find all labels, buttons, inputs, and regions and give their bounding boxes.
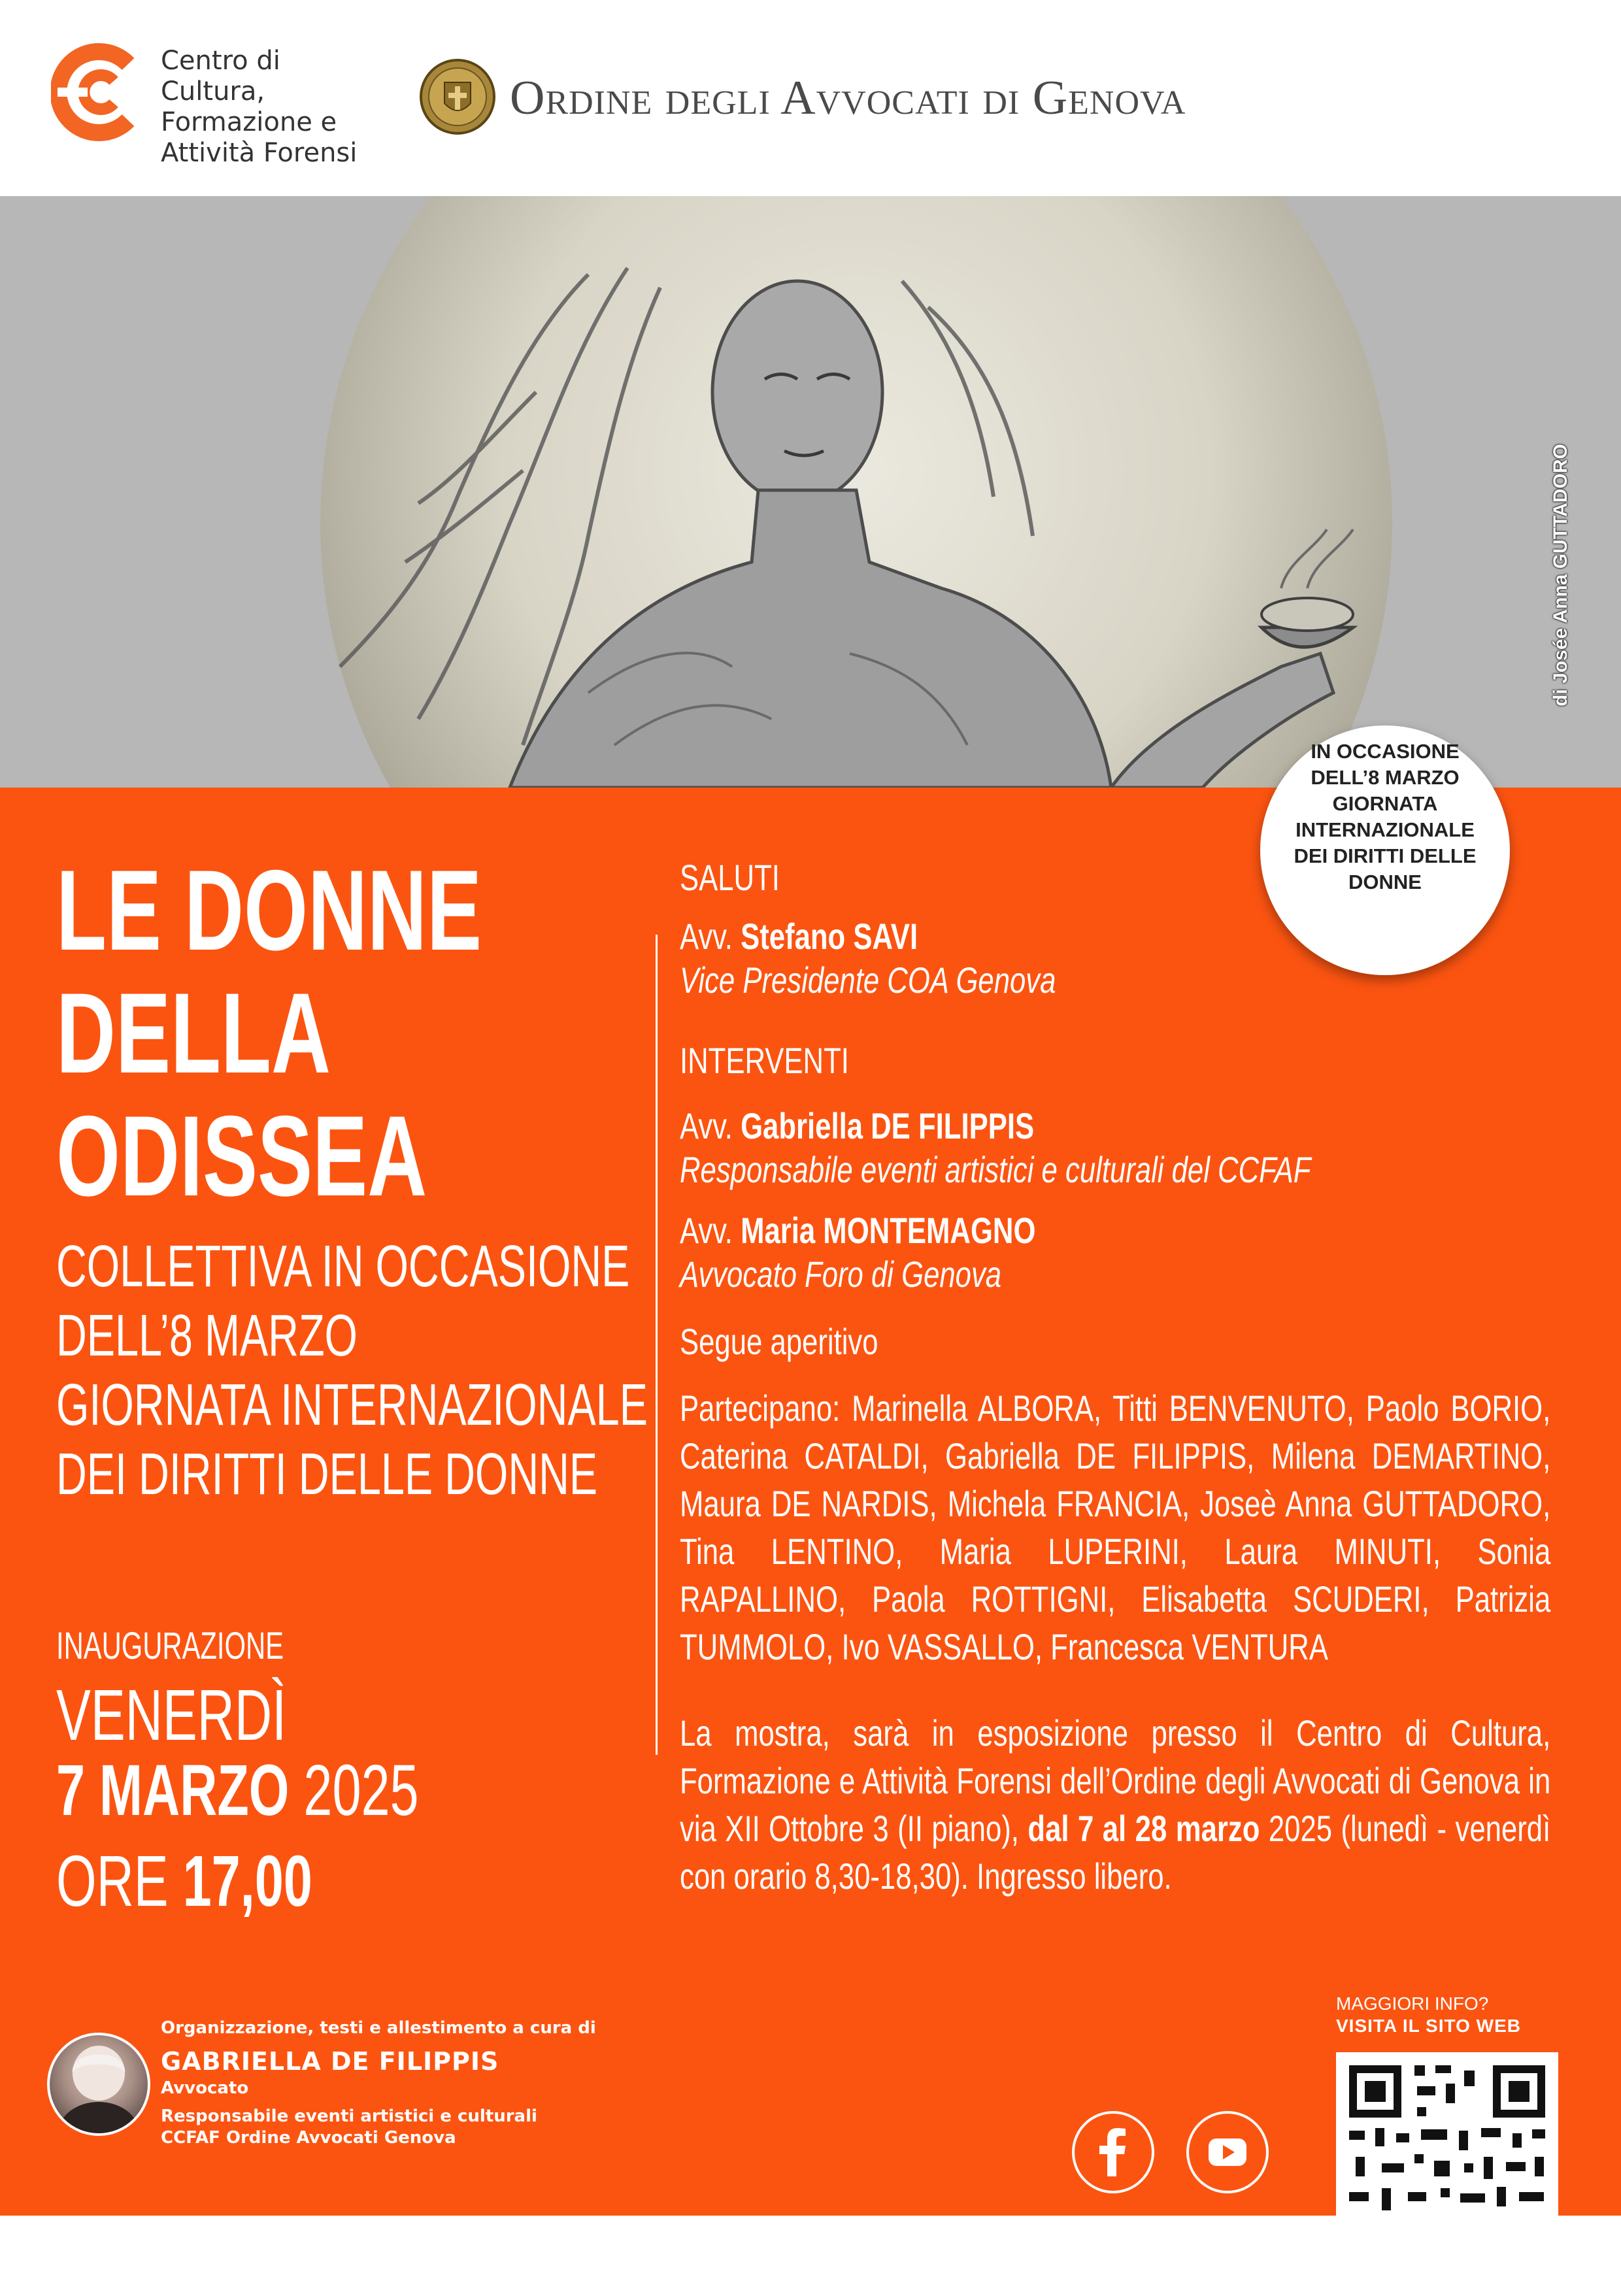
organizer-name: GABRIELLA DE FILIPPIS [161, 2047, 499, 2076]
youtube-glyph [1189, 2114, 1266, 2191]
event-title-line: DELLA [56, 970, 331, 1097]
organizer-role: Avvocato [161, 2078, 249, 2098]
hero-artwork [0, 196, 1621, 788]
ccfaf-name [161, 46, 357, 169]
more-info-question: MAGGIORI INFO? [1336, 1993, 1489, 2014]
event-subtitle [56, 1232, 648, 1509]
artwork-credit-text: di Josée Anna GUTTADORO [1550, 444, 1571, 707]
ccfaf-line: Formazione e [161, 107, 337, 137]
speaker-role-text: Responsabile eventi artistici e culturali del CCFAF [680, 1149, 1311, 1190]
interventi-label: INTERVENTI [680, 1040, 849, 1081]
saluti-label: SALUTI [680, 857, 780, 898]
speaker-role-text: Vice Presidente COA Genova [680, 959, 1056, 1001]
event-date-bold: 7 MARZO [56, 1750, 290, 1831]
speaker-prefix: Avv. [680, 1105, 741, 1146]
ccfaf-logo-icon [51, 43, 142, 141]
organizer-description-line: Responsabile eventi artistici e culturali [161, 2106, 537, 2126]
speaker-montemagno [680, 1209, 1035, 1252]
event-title-line: LE DONNE [56, 847, 482, 974]
speaker-name: Stefano SAVI [741, 916, 918, 957]
ccfaf-line: Attività Forensi [161, 138, 358, 168]
youtube-icon[interactable] [1186, 2111, 1269, 2193]
event-title [56, 847, 482, 1220]
event-title-line: ODISSEA [56, 1093, 427, 1220]
ordine-seal-icon [418, 58, 497, 136]
speaker-role-text: Avvocato Foro di Genova [680, 1254, 1002, 1295]
event-day: VENERDÌ [56, 1675, 287, 1755]
aperitivo-note: Segue aperitivo [680, 1321, 878, 1362]
badge-line: IN OCCASIONE [1311, 740, 1460, 763]
event-date [56, 1752, 419, 1830]
speaker-prefix: Avv. [680, 916, 741, 957]
organizer-photo [47, 2033, 150, 2136]
event-time-bold: 17,00 [182, 1841, 312, 1922]
facebook-glyph [1075, 2114, 1152, 2191]
occasion-badge-text [1260, 739, 1510, 895]
event-subtitle-line: GIORNATA INTERNAZIONALE [56, 1373, 648, 1438]
exhibition-info-a: La mostra, sarà in esposizione presso il Centro di Cultura, Formazione e Attività Forensi dell’Ordine degli Avvocati di Genova in via XII Ottobre 3 (II piano), [680, 1712, 1551, 1849]
event-subtitle-line: COLLETTIVA IN OCCASIONE [56, 1234, 630, 1299]
column-divider [656, 935, 658, 1755]
facebook-icon[interactable] [1072, 2111, 1154, 2193]
ccfaf-line: Centro di [161, 46, 280, 76]
ccfaf-line: Cultura, [161, 76, 265, 107]
badge-line: DELL’8 MARZO [1311, 766, 1460, 789]
exhibition-info [680, 1709, 1550, 1900]
exhibition-dates: dal 7 al 28 marzo [1028, 1808, 1260, 1849]
speaker-role [680, 1148, 1311, 1191]
event-time-prefix: ORE [56, 1841, 183, 1922]
badge-line: INTERNAZIONALE [1295, 818, 1475, 841]
speaker-name: Maria MONTEMAGNO [741, 1210, 1036, 1251]
organizer-description [161, 2106, 537, 2149]
speaker-role [680, 959, 1056, 1001]
event-subtitle-line: DELL’8 MARZO [56, 1303, 358, 1369]
speaker-de-filippis [680, 1105, 1034, 1147]
speaker-role [680, 1253, 1001, 1295]
badge-line: DEI DIRITTI DELLE [1294, 844, 1477, 867]
badge-line: GIORNATA [1332, 792, 1438, 815]
woman-artwork-illustration [0, 196, 1621, 788]
speaker-name: Gabriella DE FILIPPIS [741, 1105, 1035, 1146]
inauguration-label: INAUGURAZIONE [56, 1625, 284, 1667]
organizer-description-line: CCFAF Ordine Avvocati Genova [161, 2128, 456, 2148]
bottom-strip [0, 2216, 1621, 2293]
event-time [56, 1840, 312, 1923]
visit-website-link[interactable]: VISITA IL SITO WEB [1336, 2016, 1521, 2036]
speaker-savi [680, 915, 918, 957]
ordine-title: Ordine degli Avvocati di Genova [510, 71, 1186, 125]
badge-line: DONNE [1348, 871, 1422, 893]
participants-list: Partecipano: Marinella ALBORA, Titti BENVENUTO, Paolo BORIO, Caterina CATALDI, Gabriella DE FILIPPIS, Milena DEMARTINO, Maura DE NARDIS, Michela FRANCIA, Joseè Anna GUTTADORO, Tina LENTINO, Maria LUPERINI, Laura MINUTI, Sonia RAPALLINO, Paola ROTTIGNI, Elisabetta SCUDERI, Patrizia TUMMOLO, Ivo VASSALLO, Francesca VENTURA [680, 1388, 1551, 1667]
organizer-portrait-icon [50, 2035, 148, 2133]
artwork-credit [1541, 405, 1580, 745]
event-date-year: 2025 [289, 1750, 419, 1831]
organizer-label: Organizzazione, testi e allestimento a cura di [161, 2018, 596, 2038]
event-subtitle-line: DEI DIRITTI DELLE DONNE [56, 1442, 598, 1507]
speaker-prefix: Avv. [680, 1210, 741, 1251]
exhibition-info-b: 2025 (lunedì - venerdì con orario 8,30-18,30). Ingresso libero. [680, 1808, 1551, 1897]
